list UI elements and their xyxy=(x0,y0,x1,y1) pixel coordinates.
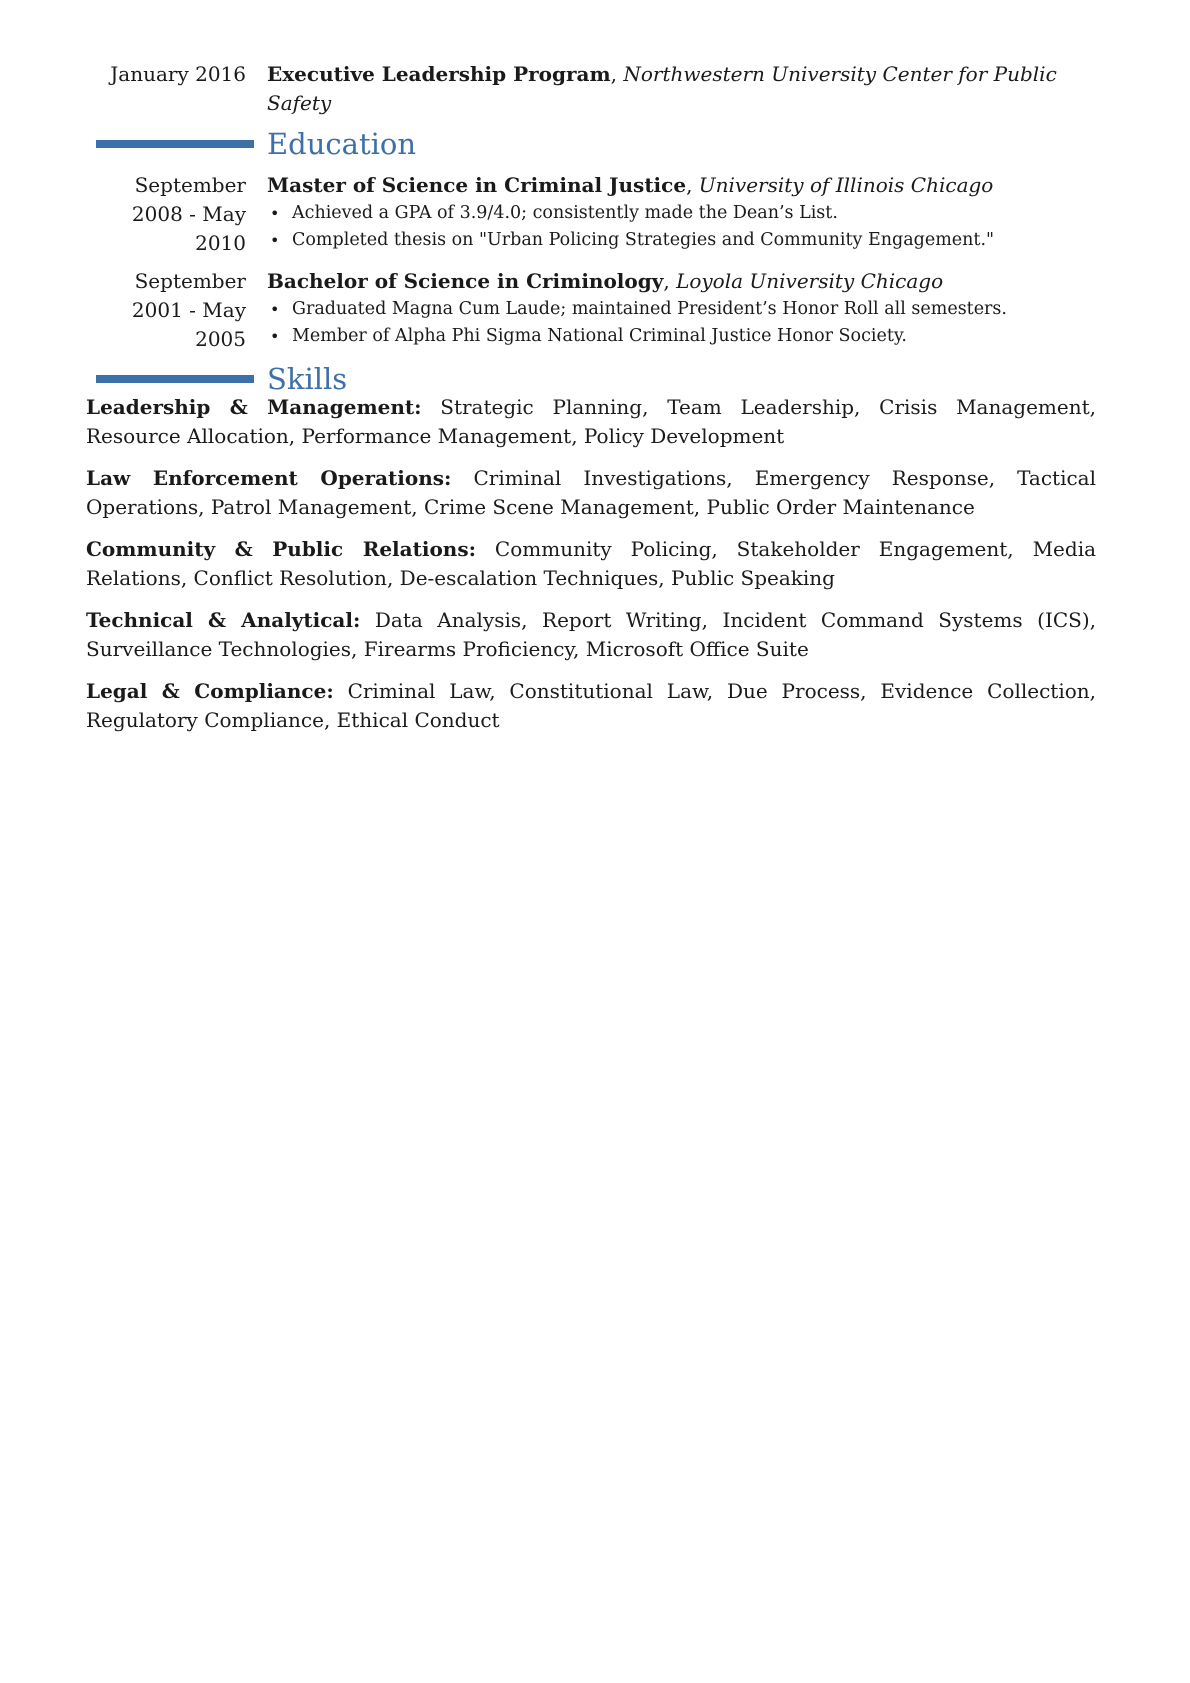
degree-title: Bachelor of Science in Criminology xyxy=(267,269,664,293)
skills-section-title: Skills xyxy=(267,362,348,396)
skill-values: Community Policing, Stakeholder Engagement, Media Relations, Conflict Resolution, De-escalation Techniques, Public Speaking xyxy=(86,537,1097,590)
achievement-item: • Graduated Magna Cum Laude; maintained President’s Honor Roll all semesters. xyxy=(267,296,1057,323)
skill-group xyxy=(86,606,1096,664)
skill-category: Law Enforcement Operations: xyxy=(86,466,452,490)
achievement-item: • Completed thesis on "Urban Policing Strategies and Community Engagement." xyxy=(267,227,1057,254)
skill-group xyxy=(86,464,1096,522)
certification-title: Executive Leadership Program xyxy=(267,62,611,86)
skill-category: Leadership & Management: xyxy=(86,395,422,419)
education-section-bar xyxy=(96,140,254,148)
institution-name: Loyola University Chicago xyxy=(676,269,944,293)
education-section-header xyxy=(0,127,1190,167)
skill-group xyxy=(86,393,1096,451)
achievement-item: • Achieved a GPA of 3.9/4.0; consistently made the Dean’s List. xyxy=(267,200,1057,227)
skills-section-bar xyxy=(96,375,254,383)
certification-separator: , xyxy=(610,62,624,86)
degree-separator: , xyxy=(663,269,677,293)
skill-values: Strategic Planning, Team Leadership, Crisis Management, Resource Allocation, Performance Management, Policy Development xyxy=(86,395,1097,448)
certification-date: January 2016 xyxy=(110,62,246,86)
education-body xyxy=(267,267,1057,350)
achievement-item: • Member of Alpha Phi Sigma National Criminal Justice Honor Society. xyxy=(267,323,1057,350)
degree-separator: , xyxy=(686,173,699,197)
skill-values: Criminal Investigations, Emergency Response, Tactical Operations, Patrol Management, Crime Scene Management, Public Order Maintenance xyxy=(86,466,1097,519)
skill-category: Legal & Compliance: xyxy=(86,679,334,703)
certification-body xyxy=(267,60,1057,118)
education-body xyxy=(267,171,1057,254)
skill-group xyxy=(86,535,1096,593)
degree-title: Master of Science in Criminal Justice xyxy=(267,173,687,197)
education-date: September 2001 - May 2005 xyxy=(131,269,246,351)
skill-values: Criminal Law, Constitutional Law, Due Process, Evidence Collection, Regulatory Compliance, Ethical Conduct xyxy=(86,679,1096,732)
achievement-list xyxy=(267,296,1057,350)
skill-values: Data Analysis, Report Writing, Incident Command Systems (ICS), Surveillance Technologies, Firearms Proficiency, Microsoft Office Suite xyxy=(86,608,1097,661)
education-date: September 2008 - May 2010 xyxy=(131,173,246,255)
achievement-list xyxy=(267,200,1057,254)
certification-institution: Northwestern University Center for Public Safety xyxy=(267,62,1057,115)
skill-group xyxy=(86,677,1096,735)
skills-list xyxy=(86,393,1096,748)
institution-name: University of Illinois Chicago xyxy=(698,173,994,197)
skill-category: Technical & Analytical: xyxy=(86,608,361,632)
skill-category: Community & Public Relations: xyxy=(86,537,476,561)
education-section-title: Education xyxy=(267,127,417,161)
